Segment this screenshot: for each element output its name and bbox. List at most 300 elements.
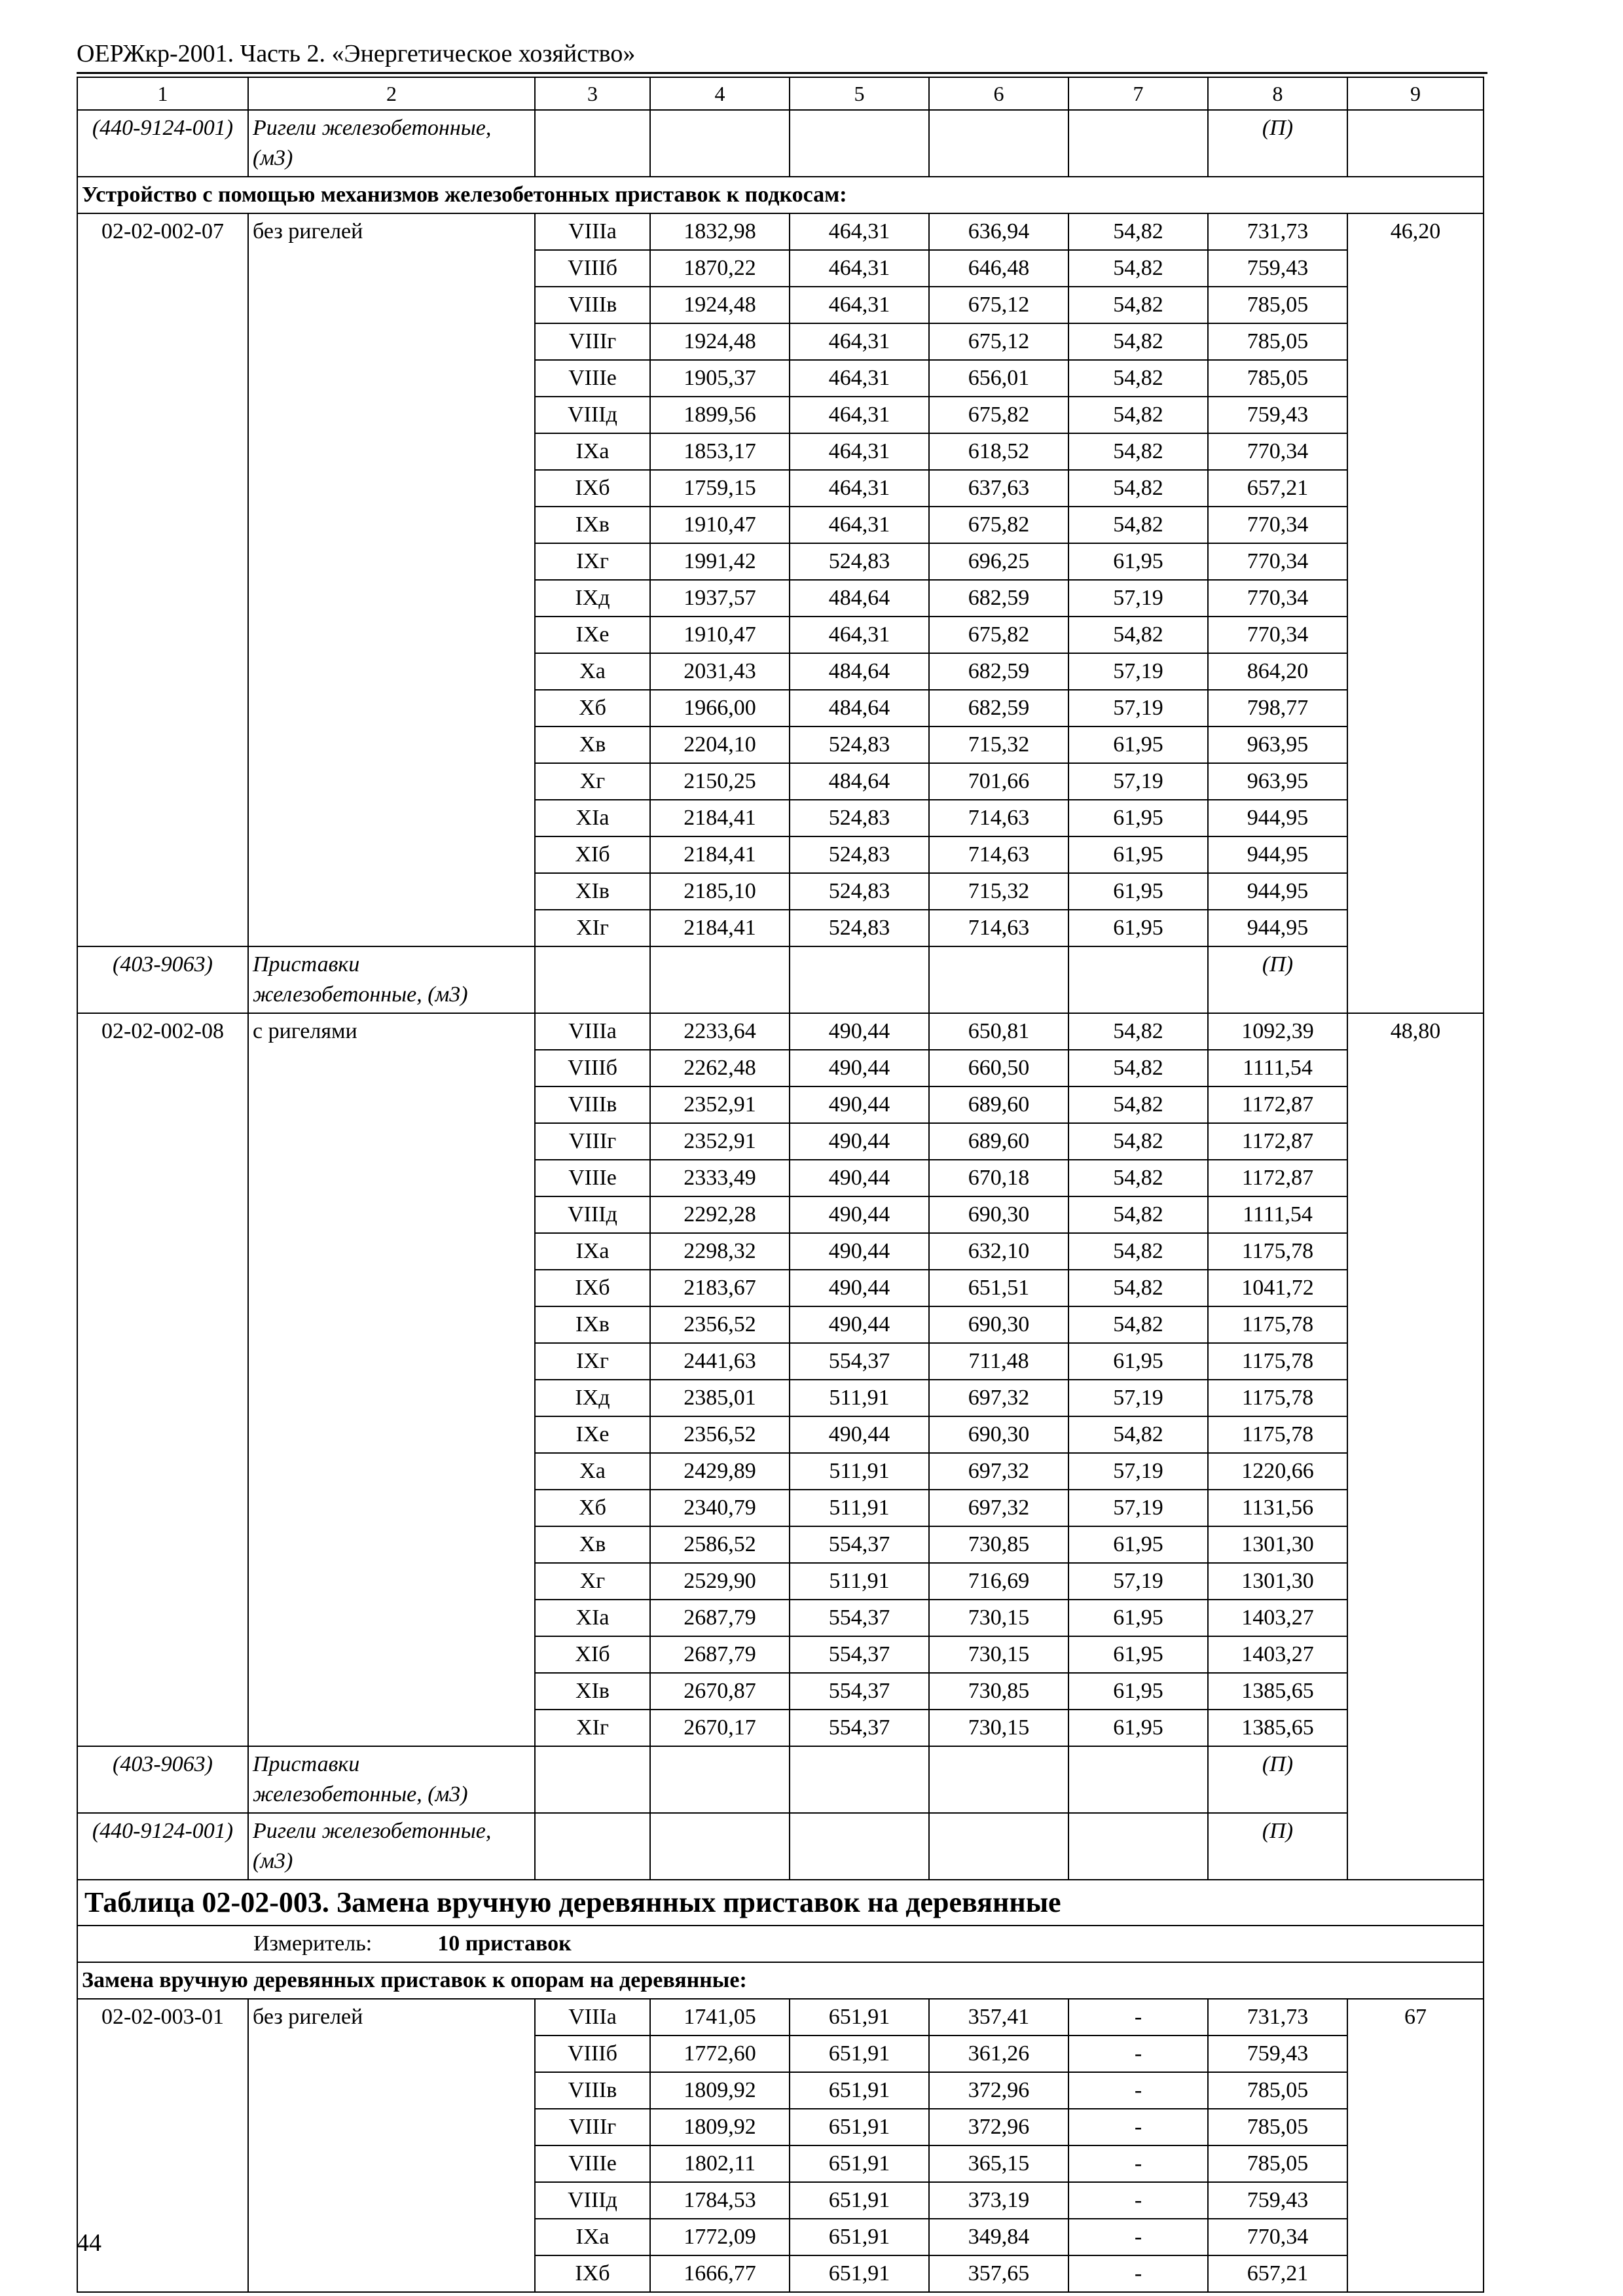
zone-code: IXб [535,1270,650,1306]
value-cell: 632,10 [929,1233,1068,1270]
value-cell: 675,12 [929,323,1068,360]
value-cell: 657,21 [1208,2255,1347,2292]
empty-cell [535,1746,650,1813]
zone-code: Xв [535,1526,650,1563]
value-cell: 1832,98 [650,213,790,250]
value-cell: 1784,53 [650,2182,790,2219]
value-cell: 2356,52 [650,1306,790,1343]
value-cell: 675,82 [929,617,1068,653]
value-cell: 651,91 [790,2072,929,2109]
value-cell: 490,44 [790,1306,929,1343]
value-cell: 785,05 [1208,360,1347,397]
value-cell: 2586,52 [650,1526,790,1563]
value-cell: 524,83 [790,910,929,946]
value-cell: 1220,66 [1208,1453,1347,1490]
value-cell: 2356,52 [650,1416,790,1453]
value-cell: 554,37 [790,1710,929,1746]
zone-code: VIIIв [535,2072,650,2109]
value-cell: 54,82 [1068,360,1208,397]
value-cell: 770,34 [1208,580,1347,617]
empty-cell [650,946,790,1013]
value-cell: 524,83 [790,800,929,836]
resource-name: Ригели железобетонные, (м3) [248,1813,535,1880]
value-cell: 61,95 [1068,1673,1208,1710]
value-cell: 54,82 [1068,323,1208,360]
empty-cell [929,1746,1068,1813]
section-heading-2 [77,1962,1484,1999]
column-number-6: 6 [929,77,1068,110]
value-cell: - [1068,2072,1208,2109]
value-cell: 1905,37 [650,360,790,397]
value-cell: 785,05 [1208,323,1347,360]
column-number-5: 5 [790,77,929,110]
value-cell: 2340,79 [650,1490,790,1526]
value-cell: 711,48 [929,1343,1068,1380]
zone-code: IXг [535,1343,650,1380]
zone-code: IXд [535,580,650,617]
value-cell: 696,25 [929,543,1068,580]
value-cell: 54,82 [1068,1416,1208,1453]
page-number: 44 [77,2229,101,2257]
value-cell: 785,05 [1208,2145,1347,2182]
zone-code: VIIIд [535,1196,650,1233]
resource-mark: (П) [1208,1746,1347,1813]
empty-cell [535,110,650,177]
value-cell: - [1068,2145,1208,2182]
section-heading-1 [77,177,1484,213]
value-cell: 554,37 [790,1343,929,1380]
value-cell: 554,37 [790,1636,929,1673]
value-cell: 554,37 [790,1526,929,1563]
value-cell: 651,91 [790,2036,929,2072]
value-cell: 2529,90 [650,1563,790,1600]
value-cell: 490,44 [790,1050,929,1086]
zone-code: VIIIа [535,213,650,250]
value-cell: 490,44 [790,1196,929,1233]
value-cell: 759,43 [1208,2182,1347,2219]
value-cell: 2184,41 [650,800,790,836]
zone-code: Xа [535,1453,650,1490]
value-cell: 365,15 [929,2145,1068,2182]
norm-value: 48,80 [1347,1013,1484,1880]
zone-code: Xб [535,690,650,726]
value-cell: 464,31 [790,213,929,250]
value-cell: 730,15 [929,1710,1068,1746]
value-cell: 61,95 [1068,726,1208,763]
zone-code: VIIIб [535,1050,650,1086]
value-cell: 1802,11 [650,2145,790,2182]
zone-code: VIIIд [535,2182,650,2219]
resource-row [77,110,1484,177]
header-rule [77,72,1487,74]
value-cell: 690,30 [929,1196,1068,1233]
empty-cell [1068,1813,1208,1880]
value-cell: 61,95 [1068,873,1208,910]
norm-value: 67 [1347,1999,1484,2292]
value-cell: 651,91 [790,2219,929,2255]
empty-cell [929,946,1068,1013]
value-cell: 54,82 [1068,287,1208,323]
value-cell: 1175,78 [1208,1380,1347,1416]
zone-code: VIIIб [535,250,650,287]
value-cell: 646,48 [929,250,1068,287]
value-cell: 54,82 [1068,1123,1208,1160]
value-cell: 61,95 [1068,1710,1208,1746]
value-cell: 1910,47 [650,507,790,543]
value-cell: 1092,39 [1208,1013,1347,1050]
resource-row [77,1813,1484,1880]
value-cell: 464,31 [790,323,929,360]
value-cell: 770,34 [1208,507,1347,543]
value-cell: 1991,42 [650,543,790,580]
value-cell: 1741,05 [650,1999,790,2036]
value-cell: 650,81 [929,1013,1068,1050]
value-cell: 54,82 [1068,1086,1208,1123]
value-cell: 785,05 [1208,2109,1347,2145]
empty-cell [929,110,1068,177]
zone-code: IXе [535,617,650,653]
table-row [77,1999,1484,2036]
resource-name: Приставки железобетонные, (м3) [248,1746,535,1813]
zone-code: XIб [535,836,650,873]
value-cell: 963,95 [1208,726,1347,763]
zone-code: VIIIг [535,323,650,360]
value-cell: 690,30 [929,1306,1068,1343]
section-title: Замена вручную деревянных приставок к опорам на деревянные: [77,1962,1484,1999]
value-cell: 1175,78 [1208,1306,1347,1343]
value-cell: 464,31 [790,507,929,543]
resource-code: (440-9124-001) [77,1813,248,1880]
zone-code: IXв [535,507,650,543]
zone-code: IXб [535,470,650,507]
empty-cell [1068,1746,1208,1813]
value-cell: 511,91 [790,1563,929,1600]
value-cell: 54,82 [1068,1160,1208,1196]
value-cell: 697,32 [929,1380,1068,1416]
value-cell: 714,63 [929,800,1068,836]
column-number-9: 9 [1347,77,1484,110]
page-header: ОЕРЖкр-2001. Часть 2. «Энергетическое хозяйство» [77,40,636,67]
value-cell: 357,41 [929,1999,1068,2036]
empty-cell [790,946,929,1013]
value-cell: 61,95 [1068,1526,1208,1563]
value-cell: 730,15 [929,1600,1068,1636]
value-cell: 54,82 [1068,1233,1208,1270]
value-cell: 490,44 [790,1123,929,1160]
zone-code: IXг [535,543,650,580]
column-number-4: 4 [650,77,790,110]
value-cell: 2031,43 [650,653,790,690]
row-code: 02-02-002-08 [77,1013,248,1746]
value-cell: 524,83 [790,726,929,763]
value-cell: - [1068,2182,1208,2219]
value-cell: 1175,78 [1208,1233,1347,1270]
value-cell: 554,37 [790,1673,929,1710]
value-cell: 770,34 [1208,433,1347,470]
value-cell: 1403,27 [1208,1636,1347,1673]
value-cell: 730,85 [929,1526,1068,1563]
value-cell: 1910,47 [650,617,790,653]
value-cell: 2352,91 [650,1086,790,1123]
zone-code: VIIIе [535,360,650,397]
value-cell: 1924,48 [650,287,790,323]
value-cell: 57,19 [1068,1563,1208,1600]
value-cell: 464,31 [790,397,929,433]
empty-cell [535,1813,650,1880]
measure-cell [77,1926,1484,1962]
value-cell: 524,83 [790,836,929,873]
zone-code: IXа [535,2219,650,2255]
value-cell: 714,63 [929,910,1068,946]
zone-code: XIа [535,1600,650,1636]
table-row [77,1013,1484,1050]
value-cell: 1759,15 [650,470,790,507]
value-cell: 770,34 [1208,2219,1347,2255]
value-cell: 1385,65 [1208,1673,1347,1710]
value-cell: 2184,41 [650,836,790,873]
value-cell: 636,94 [929,213,1068,250]
value-cell: 618,52 [929,433,1068,470]
value-cell: 484,64 [790,653,929,690]
zone-code: VIIIв [535,1086,650,1123]
value-cell: 490,44 [790,1270,929,1306]
empty-cell [790,110,929,177]
value-cell: 554,37 [790,1600,929,1636]
column-number-8: 8 [1208,77,1347,110]
value-cell: 1111,54 [1208,1050,1347,1086]
value-cell: 54,82 [1068,433,1208,470]
measure-value: 10 приставок [437,1931,572,1956]
value-cell: 1924,48 [650,323,790,360]
value-cell: 716,69 [929,1563,1068,1600]
value-cell: 61,95 [1068,1636,1208,1673]
row-name: с ригелями [248,1013,535,1746]
value-cell: 944,95 [1208,800,1347,836]
value-cell: 464,31 [790,617,929,653]
value-cell: 464,31 [790,433,929,470]
value-cell: 464,31 [790,250,929,287]
resource-name: Приставки железобетонные, (м3) [248,946,535,1013]
value-cell: 372,96 [929,2072,1068,2109]
value-cell: 1403,27 [1208,1600,1347,1636]
value-cell: 656,01 [929,360,1068,397]
value-cell: 54,82 [1068,213,1208,250]
zone-code: VIIIб [535,2036,650,2072]
value-cell: 1666,77 [650,2255,790,2292]
value-cell: 2292,28 [650,1196,790,1233]
row-name: без ригелей [248,1999,535,2292]
value-cell: 690,30 [929,1416,1068,1453]
value-cell: 731,73 [1208,213,1347,250]
zone-code: IXв [535,1306,650,1343]
value-cell: 511,91 [790,1453,929,1490]
value-cell: 357,65 [929,2255,1068,2292]
value-cell: 54,82 [1068,397,1208,433]
zone-code: Xг [535,1563,650,1600]
value-cell: 2441,63 [650,1343,790,1380]
value-cell: 54,82 [1068,617,1208,653]
value-cell: 464,31 [790,360,929,397]
value-cell: 349,84 [929,2219,1068,2255]
value-cell: 2185,10 [650,873,790,910]
value-cell: 54,82 [1068,1050,1208,1086]
value-cell: 490,44 [790,1086,929,1123]
value-cell: 2183,67 [650,1270,790,1306]
zone-code: XIв [535,873,650,910]
zone-code: IXе [535,1416,650,1453]
value-cell: 785,05 [1208,287,1347,323]
norm-value: 46,20 [1347,213,1484,1013]
value-cell: 511,91 [790,1380,929,1416]
column-number-2: 2 [248,77,535,110]
value-cell: 1041,72 [1208,1270,1347,1306]
value-cell: 484,64 [790,763,929,800]
zone-code: Xв [535,726,650,763]
value-cell: 682,59 [929,653,1068,690]
value-cell: 1175,78 [1208,1416,1347,1453]
value-cell: 1937,57 [650,580,790,617]
value-cell: 1172,87 [1208,1086,1347,1123]
value-cell: 651,91 [790,2182,929,2219]
value-cell: 361,26 [929,2036,1068,2072]
value-cell: 2670,17 [650,1710,790,1746]
zone-code: VIIIв [535,287,650,323]
value-cell: 759,43 [1208,2036,1347,2072]
value-cell: 1899,56 [650,397,790,433]
value-cell: 944,95 [1208,910,1347,946]
empty-cell [650,1746,790,1813]
value-cell: 730,15 [929,1636,1068,1673]
value-cell: 57,19 [1068,580,1208,617]
zone-code: IXа [535,1233,650,1270]
value-cell: 61,95 [1068,1343,1208,1380]
value-cell: 731,73 [1208,1999,1347,2036]
value-cell: 524,83 [790,543,929,580]
value-cell: 785,05 [1208,2072,1347,2109]
value-cell: 1131,56 [1208,1490,1347,1526]
value-cell: 1772,09 [650,2219,790,2255]
value-cell: 2150,25 [650,763,790,800]
value-cell: 770,34 [1208,617,1347,653]
row-name: без ригелей [248,213,535,946]
zone-code: VIIIг [535,2109,650,2145]
value-cell: 682,59 [929,690,1068,726]
zone-code: Xб [535,1490,650,1526]
value-cell: 2687,79 [650,1636,790,1673]
resource-code: (403-9063) [77,1746,248,1813]
zone-code: XIв [535,1673,650,1710]
table-title: Таблица 02-02-003. Замена вручную деревянных приставок на деревянные [77,1880,1484,1926]
value-cell: 651,91 [790,1999,929,2036]
zone-code: Xа [535,653,650,690]
value-cell: 511,91 [790,1490,929,1526]
value-cell: 54,82 [1068,1306,1208,1343]
resource-row [77,1746,1484,1813]
measure-row [77,1926,1484,1962]
value-cell: 697,32 [929,1453,1068,1490]
empty-cell [1068,946,1208,1013]
value-cell: 484,64 [790,690,929,726]
value-cell: 675,82 [929,507,1068,543]
value-cell: 651,51 [929,1270,1068,1306]
value-cell: 651,91 [790,2109,929,2145]
value-cell: 2184,41 [650,910,790,946]
value-cell: 682,59 [929,580,1068,617]
value-cell: 54,82 [1068,1196,1208,1233]
value-cell: 57,19 [1068,1453,1208,1490]
value-cell: 2429,89 [650,1453,790,1490]
value-cell: 1870,22 [650,250,790,287]
value-cell: 657,21 [1208,470,1347,507]
empty-cell [929,1813,1068,1880]
value-cell: 61,95 [1068,543,1208,580]
value-cell: 61,95 [1068,910,1208,946]
zone-code: XIг [535,910,650,946]
column-number-1: 1 [77,77,248,110]
value-cell: - [1068,2219,1208,2255]
value-cell: 373,19 [929,2182,1068,2219]
value-cell: 637,63 [929,470,1068,507]
section-title: Устройство с помощью механизмов железобетонных приставок к подкосам: [77,177,1484,213]
value-cell: - [1068,1999,1208,2036]
value-cell: 2385,01 [650,1380,790,1416]
value-cell: 1172,87 [1208,1160,1347,1196]
value-cell: 1301,30 [1208,1526,1347,1563]
value-cell: 689,60 [929,1086,1068,1123]
zone-code: VIIIд [535,397,650,433]
value-cell: 490,44 [790,1160,929,1196]
value-cell: 730,85 [929,1673,1068,1710]
value-cell: 944,95 [1208,836,1347,873]
zone-code: IXб [535,2255,650,2292]
value-cell: 689,60 [929,1123,1068,1160]
value-cell: 61,95 [1068,800,1208,836]
value-cell: 2352,91 [650,1123,790,1160]
column-number-7: 7 [1068,77,1208,110]
value-cell: 57,19 [1068,690,1208,726]
empty-cell [650,110,790,177]
value-cell: 1172,87 [1208,1123,1347,1160]
value-cell: 715,32 [929,873,1068,910]
value-cell: 490,44 [790,1233,929,1270]
zone-code: IXа [535,433,650,470]
value-cell: 714,63 [929,836,1068,873]
value-cell: 651,91 [790,2255,929,2292]
value-cell: 490,44 [790,1416,929,1453]
zone-code: VIIIе [535,1160,650,1196]
column-number-row [77,77,1484,110]
value-cell: 715,32 [929,726,1068,763]
value-cell: 464,31 [790,470,929,507]
value-cell: 2670,87 [650,1673,790,1710]
value-cell: 2262,48 [650,1050,790,1086]
table-row [77,213,1484,250]
value-cell: 464,31 [790,287,929,323]
value-cell: 1966,00 [650,690,790,726]
value-cell: 61,95 [1068,1600,1208,1636]
value-cell: 2298,32 [650,1233,790,1270]
value-cell: 1111,54 [1208,1196,1347,1233]
value-cell: 2333,49 [650,1160,790,1196]
value-cell: 490,44 [790,1013,929,1050]
resource-mark: (П) [1208,946,1347,1013]
resource-mark: (П) [1208,1813,1347,1880]
value-cell: 54,82 [1068,1013,1208,1050]
table-title-row [77,1880,1484,1926]
zone-code: VIIIе [535,2145,650,2182]
value-cell: - [1068,2109,1208,2145]
value-cell: 54,82 [1068,1270,1208,1306]
